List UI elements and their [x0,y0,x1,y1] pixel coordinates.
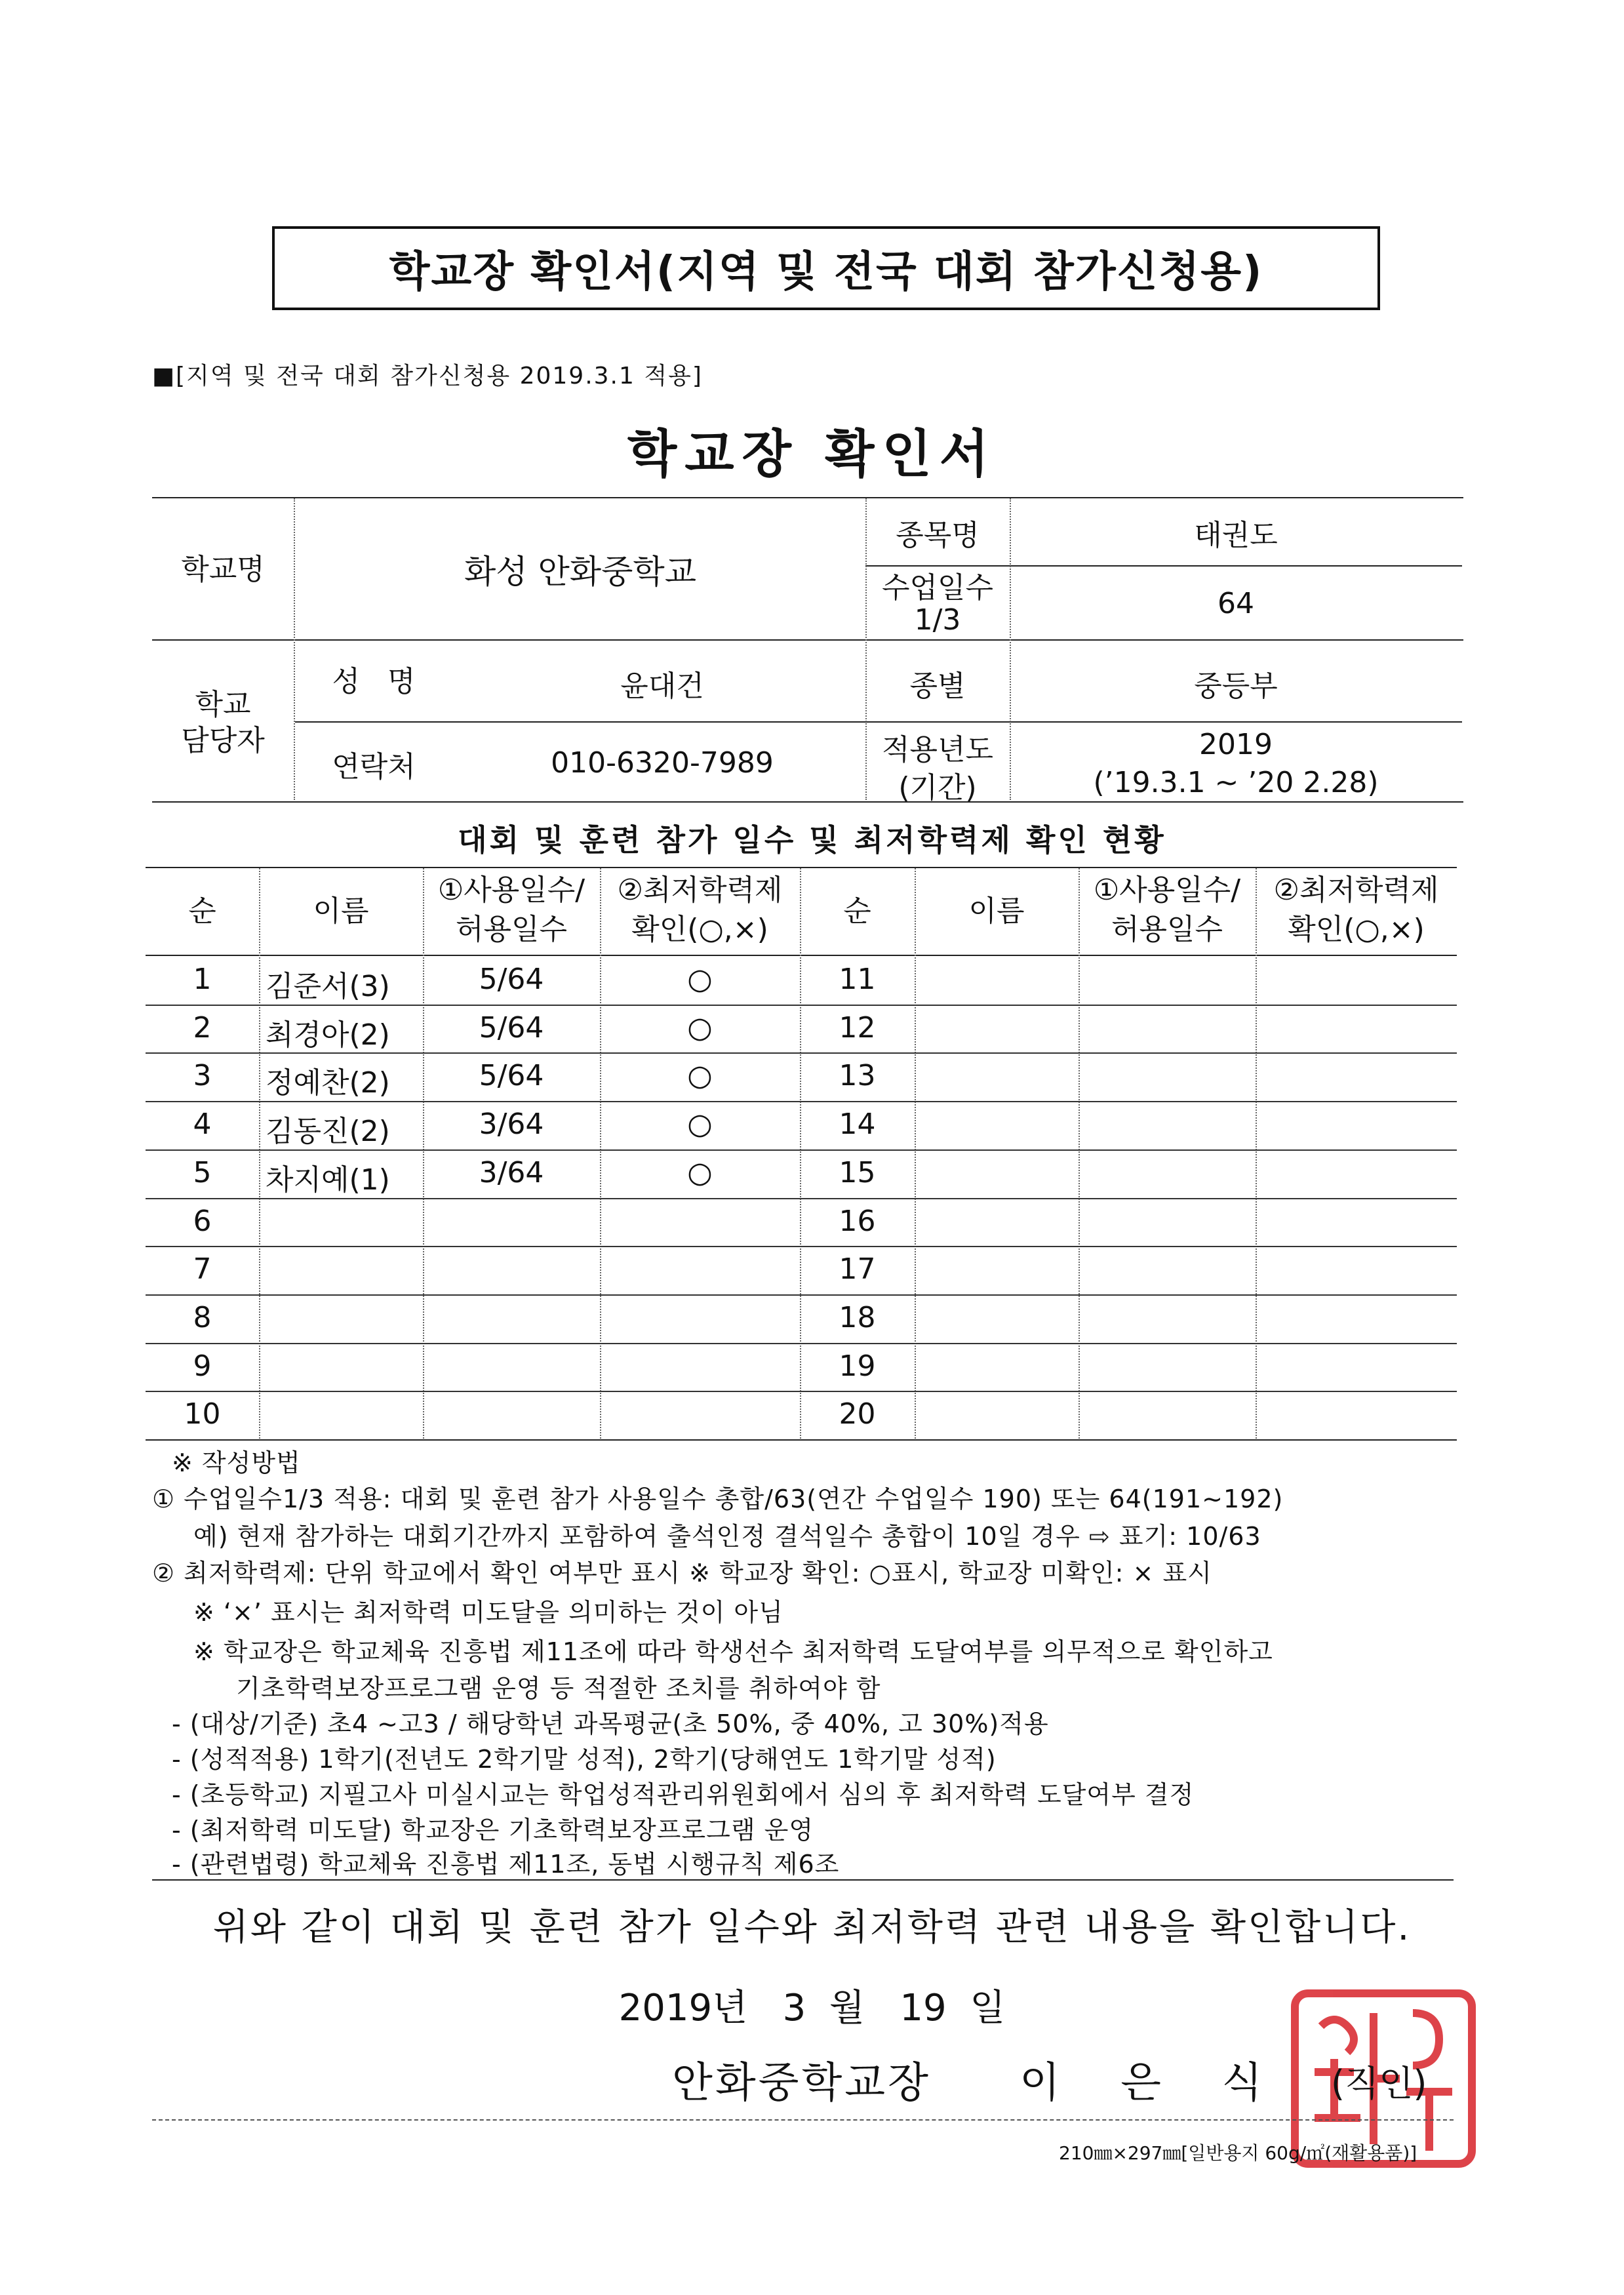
student-name: 김동진(2) [266,1115,390,1149]
contact-label: 연락처 [332,750,416,784]
year-period: (’19.3.1 ~ ’20 2.28) [1093,766,1379,799]
row-number-right: 12 [839,1010,876,1045]
main-title: 학교장 확인서 [627,425,997,484]
name-value: 윤대건 [620,669,704,703]
paper-spec: 210㎜×297㎜[일반용지 60g/㎡(재활용품)] [1059,2142,1417,2164]
division-value: 중등부 [1194,669,1278,703]
header-days-2: 허용일수 [455,913,567,946]
min-academic-check: ○ [687,1108,713,1142]
row-number: 5 [193,1155,212,1189]
row-number-right: 17 [839,1252,876,1287]
header-check: ②최저학력제 [617,873,783,907]
row-number: 4 [193,1108,212,1142]
student-name: 최경아(2) [266,1018,390,1052]
header-days-right-2: 허용일수 [1111,913,1223,946]
note-item: - (성적적용) 1학기(전년도 2학기말 성적), 2학기(당해연도 1학기말 성적) [172,1745,997,1774]
info-bottom-rule [152,801,1463,803]
min-academic-check: ○ [687,1059,713,1093]
info-rule-mid [152,639,1463,641]
document-title-box [272,226,1380,310]
note-item: - (관련법령) 학교체육 진흥법 제11조, 동법 시행규칙 제6조 [172,1850,840,1879]
days-used: 3/64 [479,1155,544,1189]
manager-label: 학교 [195,688,251,721]
school-days-value: 64 [1218,587,1254,620]
student-name: 김준서(3) [266,970,390,1003]
header-days-right: ①사용일수/ [1093,873,1241,907]
note-item: ② 최저학력제: 단위 학교에서 확인 여부만 표시 ※ 학교장 확인: ○표시, 학교장 미확인: × 표시 [152,1559,1212,1587]
min-academic-check: ○ [687,1155,713,1189]
footer-rule [152,2119,1454,2121]
row-number: 2 [193,1010,212,1045]
header-check-2: 확인(○,×) [631,913,768,946]
days-used: 5/64 [479,1059,544,1093]
school-days-label: 수업일수 [881,571,993,605]
row-number: 8 [193,1300,212,1334]
notes-heading: ※ 작성방법 [172,1448,301,1477]
table-divider [1256,868,1257,1439]
note-item: ※ ‘×’ 표시는 최저학력 미도달을 의미하는 것이 아님 [193,1598,783,1627]
header-check-right: ②최저학력제 [1273,873,1439,907]
manager-label-2: 담당자 [181,724,265,757]
school-value: 화성 안화중학교 [464,553,696,591]
table-divider [259,868,260,1439]
row-number-right: 19 [839,1349,876,1383]
row-number-right: 20 [839,1397,876,1431]
header-no: 순 [188,894,216,928]
student-name: 차지예(1) [266,1163,390,1197]
info-top-rule [152,497,1463,498]
min-academic-check: ○ [687,1010,713,1045]
note-item: 예) 현재 참가하는 대회기간까지 포함하여 출석인정 결석일수 총합이 10일 경우 ⇨ 표기: 10/63 [193,1522,1261,1551]
table-row-rule [146,1343,1457,1344]
division-label: 종별 [909,669,966,703]
note-item: - (초등학교) 지필고사 미실시교는 학업성적관리위원회에서 심의 후 최저학력 도달여부 결정 [172,1780,1195,1809]
row-number-right: 13 [839,1059,876,1093]
participation-section-title: 대회 및 훈련 참가 일수 및 최저학력제 확인 현황 [458,822,1166,858]
header-check-right-2: 확인(○,×) [1288,913,1425,946]
confirmation-statement: 위와 같이 대회 및 훈련 참가 일수와 최저학력 관련 내용을 확인합니다. [212,1906,1412,1949]
row-number-right: 16 [839,1204,876,1238]
days-used: 5/64 [479,963,544,996]
note-item: - (대상/기준) 초4 ~고3 / 해당학년 과목평균(초 50%, 중 40%, 고 30%)적용 [172,1709,1049,1738]
name-label: 성 명 [332,665,416,698]
table-row-rule [146,1005,1457,1006]
table-top-rule [146,867,1457,868]
row-number: 7 [193,1252,212,1287]
row-number: 3 [193,1059,212,1093]
table-header-rule [146,955,1457,956]
days-used: 5/64 [479,1010,544,1045]
header-no-right: 순 [843,894,871,928]
school-label: 학교명 [181,553,265,586]
seal-label: (직인) [1331,2063,1427,2104]
event-value: 태권도 [1194,519,1278,552]
header-name: 이름 [313,894,369,928]
principal-title: 안화중학교장 [672,2059,931,2107]
row-number-right: 18 [839,1300,876,1334]
issue-date: 2019년 3 월 19 일 [618,1987,1006,2029]
principal-name: 이 은 식 [1020,2059,1286,2107]
table-row-rule [146,1198,1457,1199]
table-divider [423,868,424,1439]
table-divider [915,868,916,1439]
table-row-rule [146,1101,1457,1102]
year-label: 적용년도 [881,733,993,767]
row-number: 6 [193,1204,212,1238]
table-row-rule [146,1294,1457,1296]
table-row-rule [146,1246,1457,1247]
row-number-right: 14 [839,1108,876,1142]
row-number-right: 11 [839,963,876,996]
min-academic-check: ○ [687,963,713,996]
note-item: ※ 학교장은 학교체육 진흥법 제11조에 따라 학생선수 최저학력 도달여부를 의무적으로 확인하고 [193,1637,1273,1666]
table-bottom-rule [146,1439,1457,1441]
table-divider [600,868,601,1439]
note-item: ① 수업일수1/3 적용: 대회 및 훈련 참가 사용일수 총합/63(연간 수업일수 190) 또는 64(191~192) [152,1485,1284,1513]
note-item: - (최저학력 미도달) 학교장은 기초학력보장프로그램 운영 [172,1816,814,1845]
table-divider [1079,868,1080,1439]
table-row-rule [146,1052,1457,1054]
days-used: 3/64 [479,1108,544,1142]
header-days: ①사용일수/ [437,873,585,907]
year-value: 2019 [1199,728,1273,761]
row-number: 9 [193,1349,212,1383]
applicability-note: ■[지역 및 전국 대회 참가신청용 2019.3.1 적용] [152,363,703,389]
row-number: 10 [184,1397,221,1431]
row-number-right: 15 [839,1155,876,1189]
student-name: 정예찬(2) [266,1066,390,1100]
document-title: 학교장 확인서(지역 및 전국 대회 참가신청용) [389,248,1263,296]
event-label: 종목명 [896,519,980,552]
header-name-right: 이름 [968,894,1025,928]
notes-bottom-rule [152,1879,1454,1881]
year-label-2: (기간) [898,771,977,805]
row-number: 1 [193,963,212,996]
table-row-rule [146,1149,1457,1151]
info-rule-contact [295,721,1462,723]
contact-value: 010-6320-7989 [551,746,774,780]
note-item: 기초학력보장프로그램 운영 등 적절한 조치를 취하여야 함 [236,1674,881,1703]
table-row-rule [146,1391,1457,1392]
school-days-fraction: 1/3 [914,603,961,637]
